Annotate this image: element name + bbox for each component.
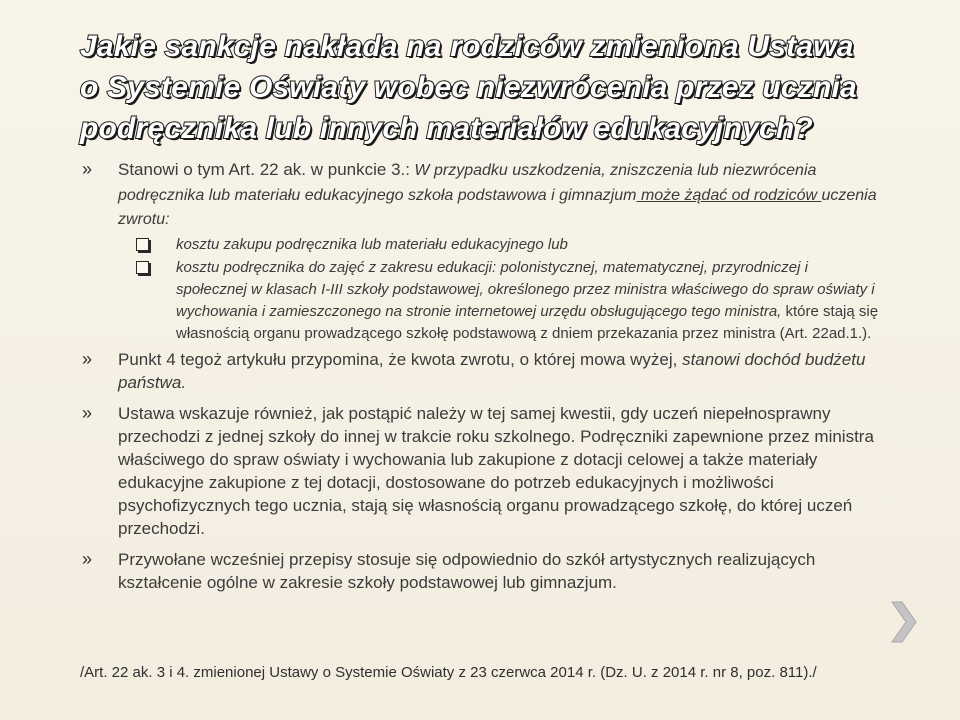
bullet-item-3 xyxy=(80,402,880,540)
title-line-2: o Systemie Oświaty wobec niezwrócenia przez ucznia xyxy=(80,71,857,104)
sub-item-1-italic: kosztu zakupu podręcznika lub materiału edukacyjnego lub xyxy=(176,235,568,253)
checkbox-icon xyxy=(136,238,149,251)
bullet-item-4 xyxy=(80,548,880,594)
bullet-1-italic: W przypadku uszkodzenia, zniszczenia lub niezwrócenia podręcznika lub materiału edukacyjnego szkoła podstawowa i gimnazjum xyxy=(118,162,817,204)
slide-content xyxy=(80,158,880,594)
bullet-2-italic: stanowi dochód budżetu państwa. xyxy=(118,350,866,393)
bullet-item-1 xyxy=(80,158,880,232)
bullet-3-text: Ustawa wskazuje również, jak postąpić należy w tej samej kwestii, gdy uczeń niepełnosprawny przechodzi z jednej szkoły do innej w trakcie roku szkolnego. Podręczniki zapewnione przez ministra właściwego do spraw oświaty i wychowania lub zakupione z dotacji celowej a także materiały edukacyjne zakupione z tej dotacji, dostosowane do potrzeb edukacyjnych i możliwości psychofizycznych tego ucznia, stają się własnością organu prowadzącego szkołę, do której uczeń przechodzi. xyxy=(118,404,874,539)
sub-item-1 xyxy=(80,234,880,256)
slide-title xyxy=(80,26,880,149)
title-line-1: Jakie sankcje nakłada na rodziców zmieniona Ustawa xyxy=(80,30,854,63)
bullet-item-2 xyxy=(80,348,880,394)
bullet-1-tail: uczenia zwrotu: xyxy=(118,186,877,228)
sub-item-2 xyxy=(80,257,880,344)
bullet-1-lead: Stanowi o tym Art. 22 ak. w punkcie 3.: xyxy=(118,160,410,179)
bullet-2-plain: Punkt 4 tegoż artykułu przypomina, że kwota zwrotu, o której mowa wyżej, xyxy=(118,350,678,370)
footer-reference: /Art. 22 ak. 3 i 4. zmienionej Ustawy o Systemie Oświaty z 23 czerwca 2014 r. (Dz. U. z 2014 r. nr 8, poz. 811)./ xyxy=(80,664,817,681)
bullet-1-underlined: może żądać od rodziców xyxy=(636,186,822,204)
bullet-icon: » xyxy=(82,403,93,424)
sub-list xyxy=(80,234,880,345)
sub-item-2-plain: które stają się własnością organu prowadzącego szkołę podstawową z dniem przekazania przez ministra (Art. 22ad.1.). xyxy=(176,302,879,342)
bullet-4-text: Przywołane wcześniej przepisy stosuje się odpowiednio do szkół artystycznych realizujących kształcenie ogólne w zakresie szkoły podstawowej lub gimnazjum. xyxy=(118,550,816,593)
sub-item-2-italic: kosztu podręcznika do zajęć z zakresu edukacji: polonistycznej, matematycznej, przyrodniczej i społecznej w klasach I-III szkoły podstawowej, określonego przez ministra właściwego do spraw oświaty i wychowania i zamieszczonego na stronie internetowej urzędu obsługującego tego ministra, xyxy=(176,259,875,320)
chevron-right-icon[interactable] xyxy=(888,600,918,644)
title-line-3: podręcznika lub innych materiałów edukacyjnych? xyxy=(80,112,813,145)
checkbox-icon xyxy=(136,261,149,274)
bullet-icon: » xyxy=(82,549,93,570)
bullet-icon: » xyxy=(82,159,93,179)
bullet-icon: » xyxy=(82,349,93,370)
